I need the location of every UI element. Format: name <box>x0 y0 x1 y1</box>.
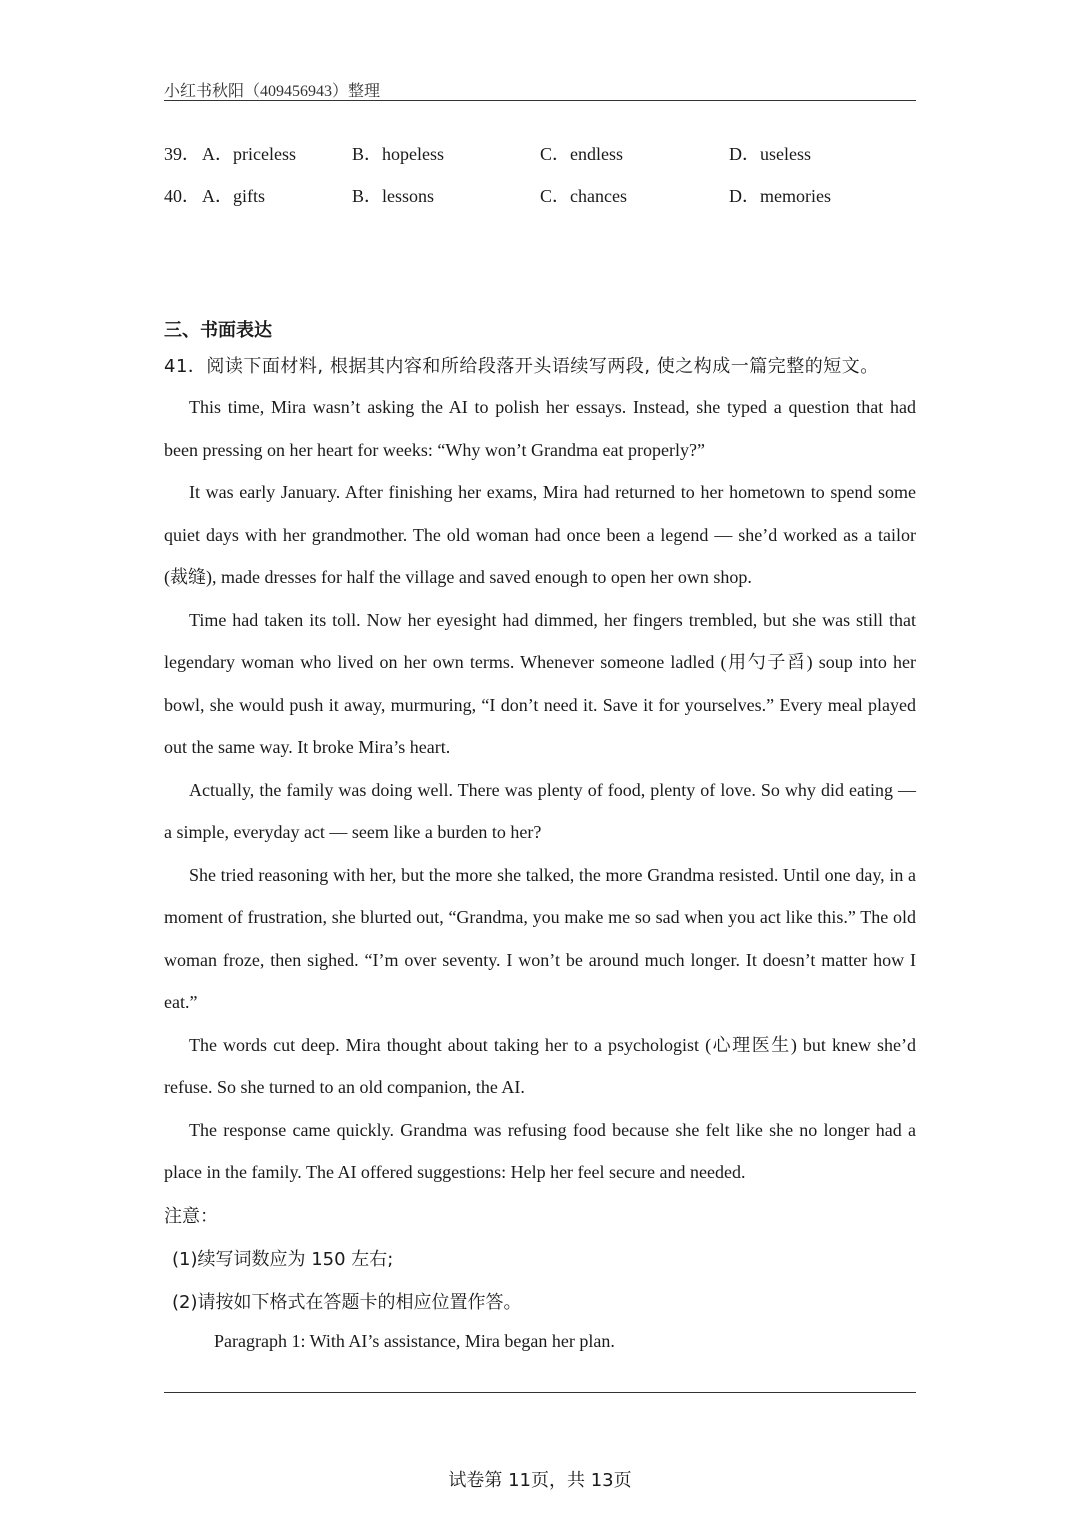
option-d: D．useless <box>729 144 811 164</box>
passage-paragraph: The response came quickly. Grandma was refusing food because she felt like she no longer had a place in the family. The AI offered suggestions: Help her feel secure and needed. <box>164 1119 916 1182</box>
page-footer: 试卷第 11页，共 13页 <box>448 1470 632 1491</box>
question-number: 40． <box>164 186 200 206</box>
paragraph-opening: Paragraph 1: With AI’s assistance, Mira began her plan. <box>214 1331 615 1351</box>
note-item: (2)请按如下格式在答题卡的相应位置作答。 <box>172 1292 522 1313</box>
question-40-options <box>164 182 924 224</box>
passage-paragraph: She tried reasoning with her, but the more she talked, the more Grandma resisted. Until one day, in a moment of frustration, she blurted out, “Grandma, you make me so sad when you act like this.” The old woman froze, then sighed. “I’m over seventy. I won’t be around much longer. It doesn’t matter how I eat.” <box>164 864 916 1012</box>
option-c: C．endless <box>540 144 623 164</box>
option-c: C．chances <box>540 186 627 206</box>
option-d: D．memories <box>729 186 831 206</box>
passage-paragraph: It was early January. After finishing her exams, Mira had returned to her hometown to spend some quiet days with her grandmother. The old woman had once been a legend — she’d worked as a tailor (裁缝), made dresses for half the village and saved enough to open her own shop. <box>164 482 916 587</box>
answer-options <box>164 140 924 224</box>
option-a: A．priceless <box>202 144 296 164</box>
option-a: A．gifts <box>202 186 265 206</box>
notes-label: 注意： <box>164 1206 218 1227</box>
question-number: 39． <box>164 144 200 164</box>
passage-paragraph: This time, Mira wasn’t asking the AI to polish her essays. Instead, she typed a question that had been pressing on her heart for weeks: “Why won’t Grandma eat properly?” <box>164 397 916 460</box>
question-39-options <box>164 140 924 182</box>
reading-passage <box>164 386 916 1194</box>
passage-paragraph: Actually, the family was doing well. There was plenty of food, plenty of love. So why did eating — a simple, everyday act — seem like a burden to her? <box>164 779 916 842</box>
option-b: B．lessons <box>352 186 435 206</box>
header-divider <box>164 100 916 101</box>
section-title: 三、书面表达 <box>164 320 272 341</box>
option-b: B．hopeless <box>352 144 444 164</box>
question-instruction: 41．阅读下面材料, 根据其内容和所给段落开头语续写两段, 使之构成一篇完整的短文。 <box>164 356 879 377</box>
note-item: (1)续写词数应为 150 左右; <box>172 1249 394 1270</box>
page-header: 小红书秋阳（409456943）整理 <box>164 83 381 100</box>
passage-paragraph: The words cut deep. Mira thought about taking her to a psychologist (心理医生) but knew she’d refuse. So she turned to an old companion, the AI. <box>164 1034 916 1097</box>
answer-line <box>164 1392 916 1393</box>
passage-paragraph: Time had taken its toll. Now her eyesight had dimmed, her fingers trembled, but she was still that legendary woman who lived on her own terms. Whenever someone ladled (用勺子舀) soup into her bowl, she would push it away, murmuring, “I don’t need it. Save it for yourselves.” Every meal played out the same way. It broke Mira’s heart. <box>164 609 916 757</box>
